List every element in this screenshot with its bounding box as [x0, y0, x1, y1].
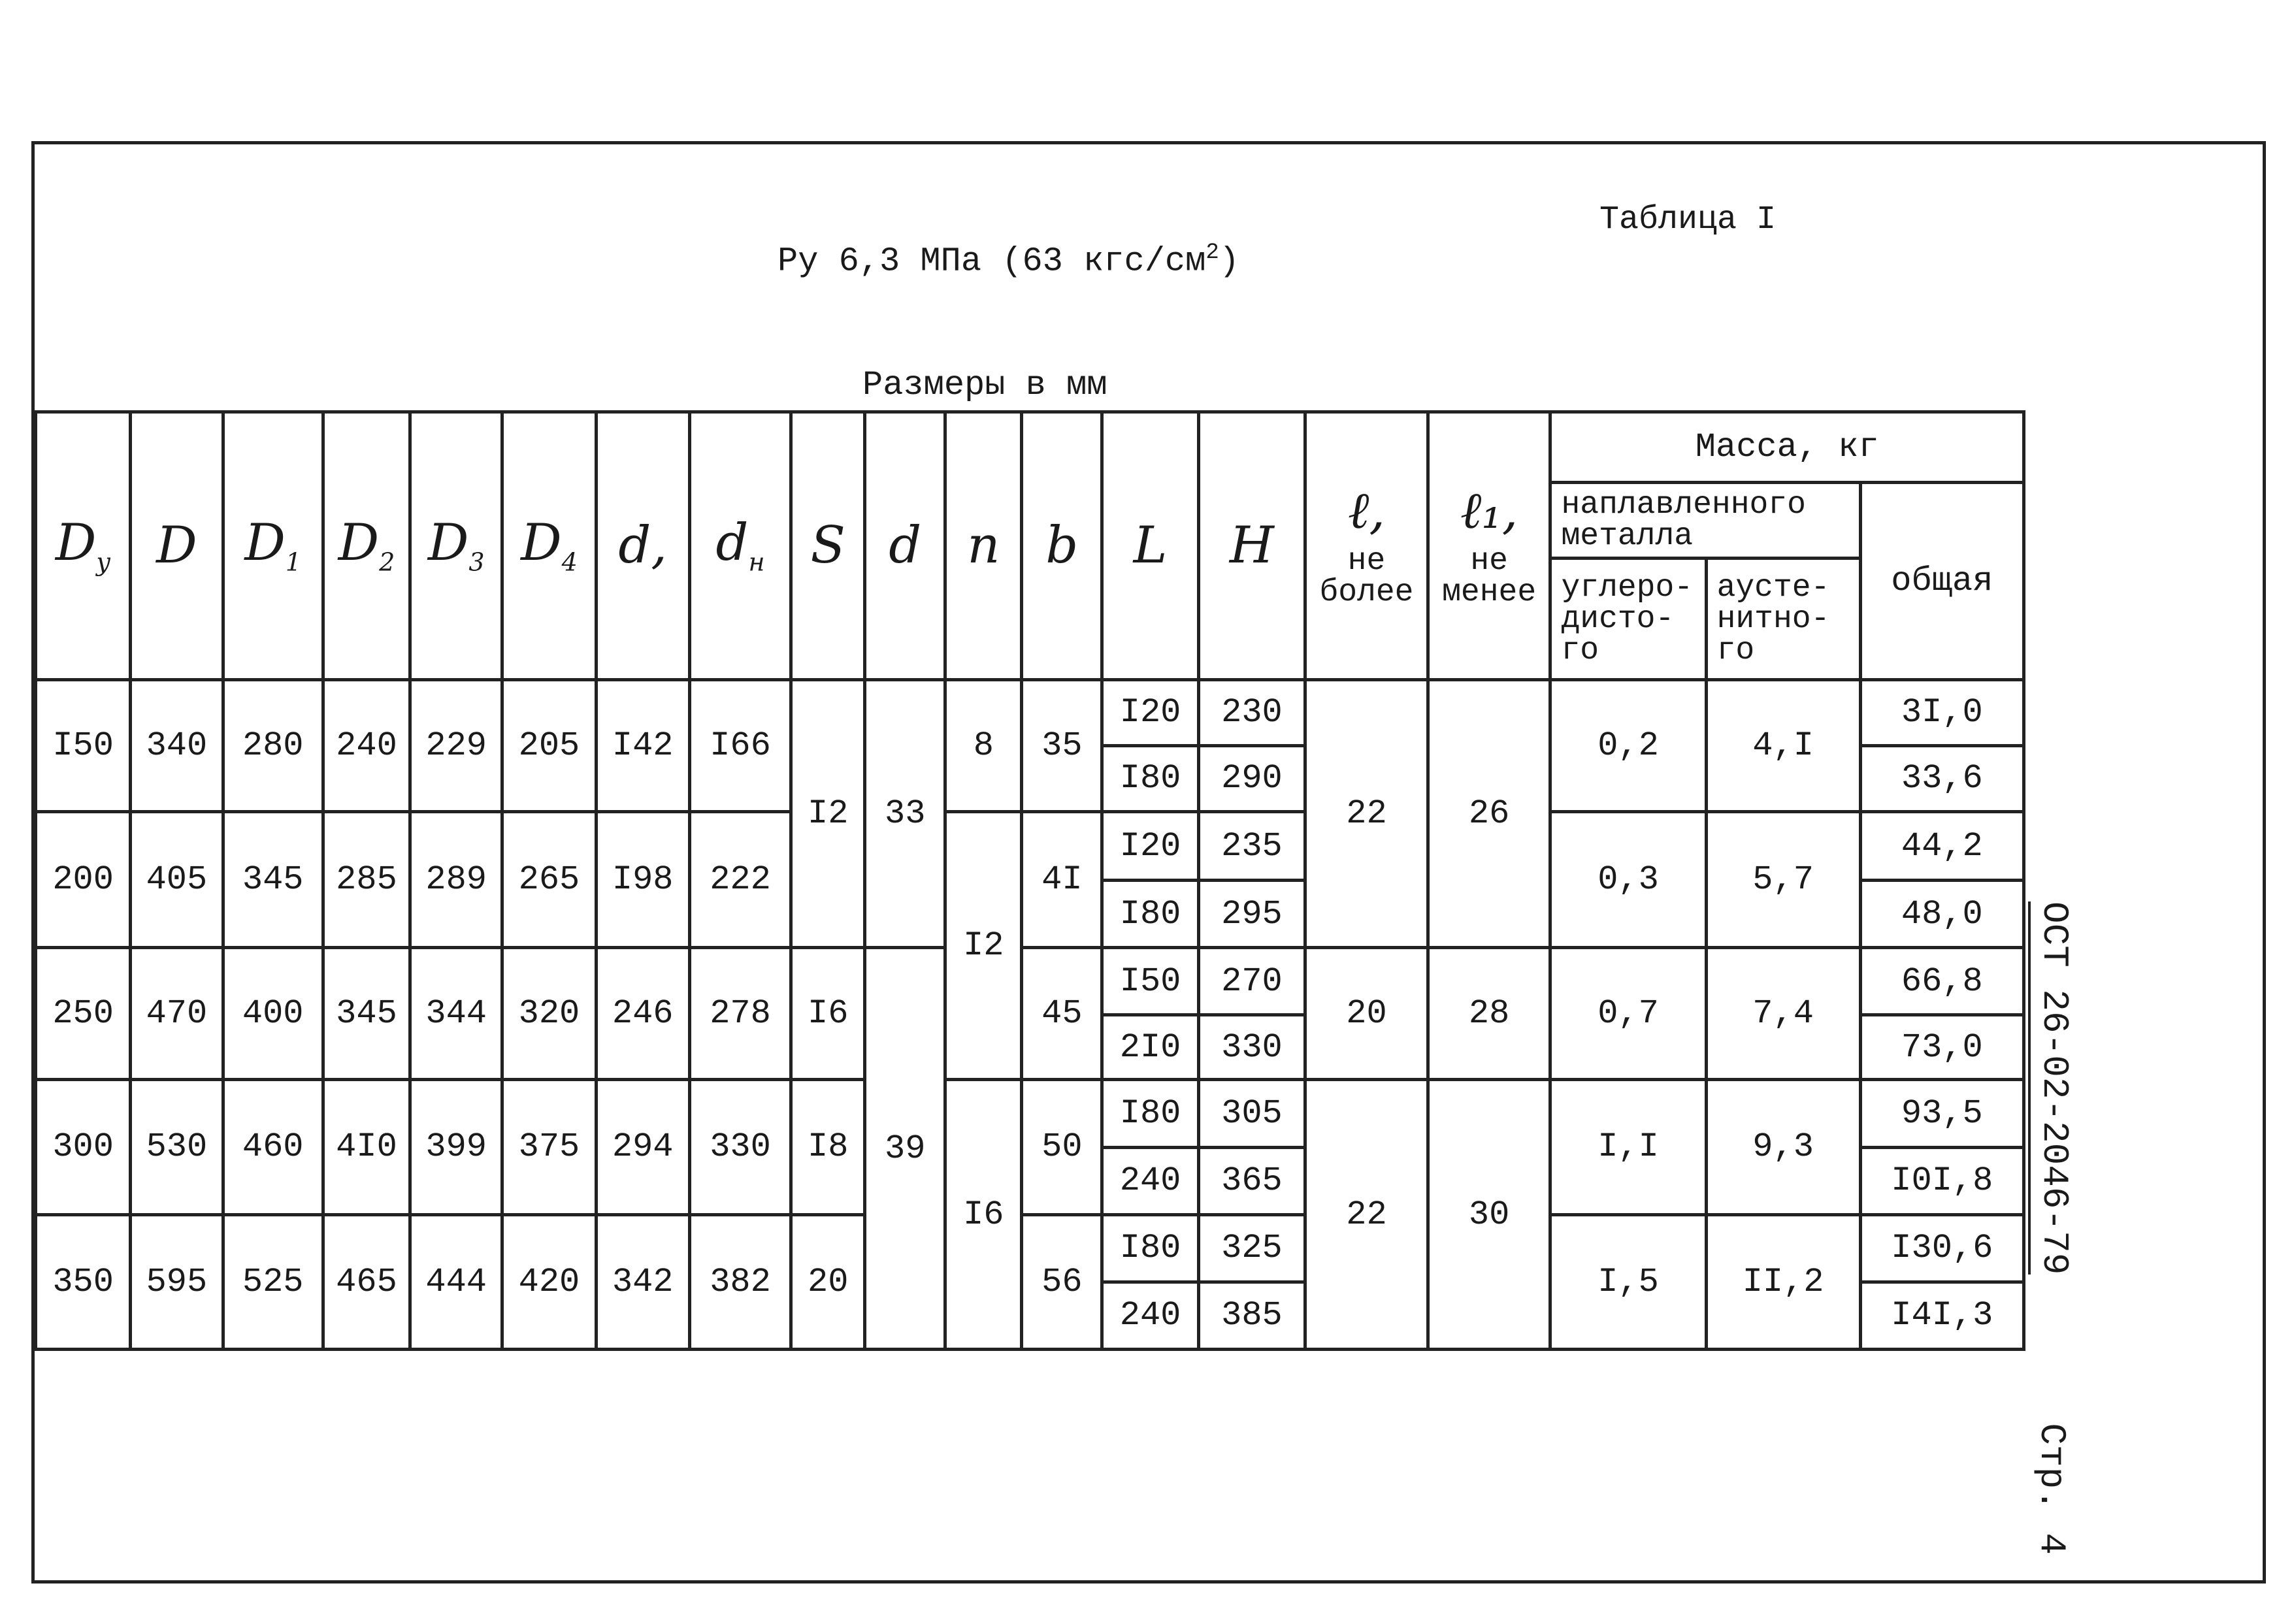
- cell-s: I6: [791, 948, 865, 1080]
- header-row-1: [36, 412, 2024, 483]
- col-mass-austenitic: аусте- нитно- го: [1706, 559, 1860, 680]
- cell-l-length: 2I0: [1102, 1015, 1198, 1080]
- cell-n-merged: I6: [945, 1080, 1022, 1350]
- document-code: ОСТ 26-02-2046-79: [2028, 901, 2075, 1275]
- col-l1: ℓ₁, не менее: [1428, 412, 1550, 680]
- col-s: S: [791, 412, 865, 680]
- cell-h: 330: [1198, 1015, 1305, 1080]
- title-main: Ру 6,3 МПа (63 кгс/см: [778, 242, 1206, 281]
- cell-s: 20: [791, 1214, 865, 1349]
- cell-mass-total: 44,2: [1860, 812, 2024, 881]
- cell-d2: 4I0: [323, 1080, 410, 1214]
- cell-dy: 250: [36, 948, 131, 1080]
- col-d-inner: d,: [596, 412, 689, 680]
- cell-h: 385: [1198, 1282, 1305, 1349]
- cell-d1: 345: [223, 812, 323, 948]
- cell-l: 20: [1305, 948, 1428, 1080]
- cell-d4: 420: [502, 1214, 596, 1349]
- table-row: [36, 1080, 2024, 1147]
- cell-l1: 28: [1428, 948, 1550, 1080]
- cell-b: 4I: [1022, 812, 1102, 948]
- cell-d-inner: 342: [596, 1214, 689, 1349]
- cell-h: 270: [1198, 948, 1305, 1015]
- page-number: Стр. 4: [2031, 1423, 2073, 1555]
- cell-l-merged: 22: [1305, 1080, 1428, 1350]
- cell-l-merged: 22: [1305, 680, 1428, 948]
- dimensions-table: [34, 410, 2025, 1351]
- col-dy: $D_у$: [36, 412, 131, 680]
- cell-dn: 382: [689, 1214, 791, 1349]
- cell-d4: 205: [502, 680, 596, 812]
- cell-s: I8: [791, 1080, 865, 1214]
- cell-dn: 222: [689, 812, 791, 948]
- col-dn: $d_н$: [689, 412, 791, 680]
- col-l: ℓ, не более: [1305, 412, 1428, 680]
- cell-mass-austenitic: 7,4: [1706, 948, 1860, 1080]
- col-l-length: L: [1102, 412, 1198, 680]
- title-superscript: 2: [1205, 240, 1219, 265]
- title-end: ): [1219, 242, 1239, 281]
- cell-d-inner: 294: [596, 1080, 689, 1214]
- cell-b: 45: [1022, 948, 1102, 1080]
- col-d4: $D_4$: [502, 412, 596, 680]
- cell-dy: 200: [36, 812, 131, 948]
- col-d-hole: d: [865, 412, 945, 680]
- cell-mass-total: 93,5: [1860, 1080, 2024, 1147]
- col-l1-note: не менее: [1442, 544, 1537, 611]
- cell-d1: 460: [223, 1080, 323, 1214]
- cell-d1: 525: [223, 1214, 323, 1349]
- cell-l-length: I80: [1102, 746, 1198, 812]
- cell-s-merged: I2: [791, 680, 865, 948]
- cell-d4: 320: [502, 948, 596, 1080]
- cell-d: 470: [131, 948, 223, 1080]
- table-row: [36, 812, 2024, 881]
- cell-mass-total: I4I,3: [1860, 1282, 2024, 1349]
- cell-mass-total: 73,0: [1860, 1015, 2024, 1080]
- cell-mass-austenitic: II,2: [1706, 1214, 1860, 1349]
- table-title: [778, 240, 1239, 280]
- cell-d3: 399: [410, 1080, 502, 1214]
- cell-n-merged: I2: [945, 812, 1022, 1080]
- cell-h: 295: [1198, 881, 1305, 948]
- col-mass-carbon: углеро- дисто- го: [1550, 559, 1706, 680]
- units-caption: Размеры в мм: [862, 366, 1107, 404]
- cell-mass-total: I0I,8: [1860, 1147, 2024, 1214]
- col-b: b: [1022, 412, 1102, 680]
- cell-d3: 229: [410, 680, 502, 812]
- cell-mass-austenitic: 9,3: [1706, 1080, 1860, 1214]
- cell-d1: 400: [223, 948, 323, 1080]
- cell-l-length: I80: [1102, 1214, 1198, 1282]
- cell-h: 305: [1198, 1080, 1305, 1147]
- col-n: n: [945, 412, 1022, 680]
- cell-d3: 344: [410, 948, 502, 1080]
- cell-h: 230: [1198, 680, 1305, 746]
- cell-b: 35: [1022, 680, 1102, 812]
- cell-l-length: I80: [1102, 881, 1198, 948]
- cell-dn: 278: [689, 948, 791, 1080]
- cell-l1-merged: 26: [1428, 680, 1550, 948]
- col-d2: $D_2$: [323, 412, 410, 680]
- col-mass-total: общая: [1860, 483, 2024, 680]
- cell-d3: 444: [410, 1214, 502, 1349]
- cell-l-length: I80: [1102, 1080, 1198, 1147]
- col-d3: $D_3$: [410, 412, 502, 680]
- cell-dn: 330: [689, 1080, 791, 1214]
- cell-d-hole-merged: 39: [865, 948, 945, 1350]
- cell-l-length: 240: [1102, 1147, 1198, 1214]
- cell-dy: 350: [36, 1214, 131, 1349]
- cell-d: 405: [131, 812, 223, 948]
- cell-h: 365: [1198, 1147, 1305, 1214]
- cell-mass-total: 3I,0: [1860, 680, 2024, 746]
- table-row: [36, 948, 2024, 1015]
- cell-d2: 285: [323, 812, 410, 948]
- cell-mass-carbon: 0,7: [1550, 948, 1706, 1080]
- cell-d4: 375: [502, 1080, 596, 1214]
- col-deposited-group: наплавленного металла: [1550, 483, 1860, 559]
- cell-dy: 300: [36, 1080, 131, 1214]
- cell-h: 325: [1198, 1214, 1305, 1282]
- cell-d: 340: [131, 680, 223, 812]
- cell-d-hole-merged: 33: [865, 680, 945, 948]
- cell-l-length: I50: [1102, 948, 1198, 1015]
- cell-d1: 280: [223, 680, 323, 812]
- cell-b: 50: [1022, 1080, 1102, 1214]
- cell-l-length: 240: [1102, 1282, 1198, 1349]
- table-label: Таблица I: [1599, 201, 1777, 238]
- col-d1: $D_1$: [223, 412, 323, 680]
- cell-mass-total: I30,6: [1860, 1214, 2024, 1282]
- cell-b: 56: [1022, 1214, 1102, 1349]
- table-row: [36, 680, 2024, 746]
- cell-mass-carbon: 0,2: [1550, 680, 1706, 812]
- cell-d3: 289: [410, 812, 502, 948]
- cell-d: 595: [131, 1214, 223, 1349]
- cell-mass-total: 33,6: [1860, 746, 2024, 812]
- cell-d2: 465: [323, 1214, 410, 1349]
- col-h: H: [1198, 412, 1305, 680]
- cell-dy: I50: [36, 680, 131, 812]
- cell-d-inner: I98: [596, 812, 689, 948]
- cell-h: 290: [1198, 746, 1305, 812]
- cell-h: 235: [1198, 812, 1305, 881]
- cell-mass-total: 48,0: [1860, 881, 2024, 948]
- cell-d-inner: I42: [596, 680, 689, 812]
- cell-n: 8: [945, 680, 1022, 812]
- cell-mass-carbon: I,I: [1550, 1080, 1706, 1214]
- cell-l-length: I20: [1102, 680, 1198, 746]
- col-l-note: не более: [1319, 544, 1414, 611]
- cell-l1-merged: 30: [1428, 1080, 1550, 1350]
- col-mass-group: Масса, кг: [1550, 412, 2024, 483]
- cell-l-length: I20: [1102, 812, 1198, 881]
- cell-d4: 265: [502, 812, 596, 948]
- side-margin-text: [2025, 901, 2078, 1555]
- table-row: [36, 1214, 2024, 1282]
- cell-mass-austenitic: 4,I: [1706, 680, 1860, 812]
- cell-d: 530: [131, 1080, 223, 1214]
- cell-d2: 240: [323, 680, 410, 812]
- cell-d2: 345: [323, 948, 410, 1080]
- cell-mass-austenitic: 5,7: [1706, 812, 1860, 948]
- cell-mass-carbon: 0,3: [1550, 812, 1706, 948]
- cell-d-inner: 246: [596, 948, 689, 1080]
- col-d-outer: D: [131, 412, 223, 680]
- cell-mass-total: 66,8: [1860, 948, 2024, 1015]
- cell-mass-carbon: I,5: [1550, 1214, 1706, 1349]
- cell-dn: I66: [689, 680, 791, 812]
